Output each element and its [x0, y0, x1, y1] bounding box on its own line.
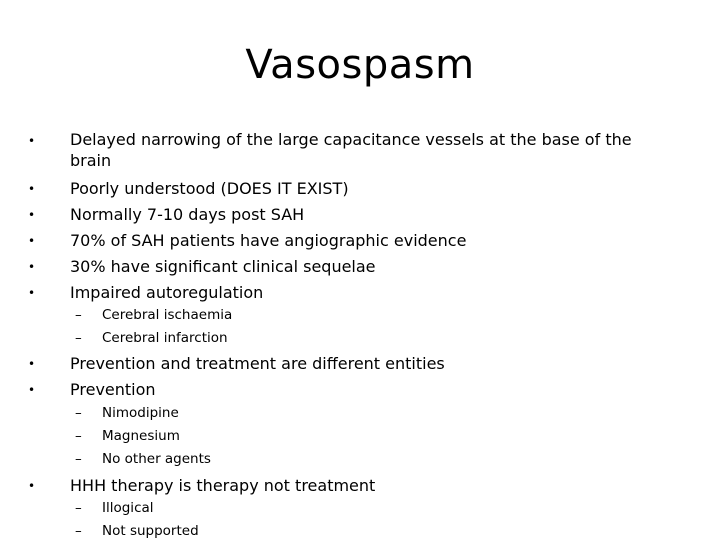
bullet-text: Prevention [70, 380, 156, 399]
bullet-icon: • [28, 383, 36, 397]
sub-bullet-text: Not supported [102, 523, 199, 539]
bullet-icon: • [28, 286, 36, 300]
dash-icon: – [75, 451, 82, 467]
dash-icon: – [75, 428, 82, 444]
sub-bullet-text: No other agents [102, 451, 211, 467]
dash-icon: – [75, 500, 82, 516]
bullet-icon: • [28, 182, 36, 196]
bullet-icon: • [28, 260, 36, 274]
bullet-text: Impaired autoregulation [70, 283, 264, 302]
sub-bullet-text: Nimodipine [102, 405, 179, 421]
dash-icon: – [75, 523, 82, 539]
bullet-icon: • [28, 479, 36, 493]
bullet-text: Normally 7-10 days post SAH [70, 205, 305, 224]
bullet-text: 30% have significant clinical sequelae [70, 257, 376, 276]
sub-bullet-text: Magnesium [102, 428, 180, 444]
bullet-text: Delayed narrowing of the large capacitance vessels at the base of the brain [70, 130, 632, 170]
bullet-icon: • [28, 234, 36, 248]
dash-icon: – [75, 307, 82, 323]
slide-title: Vasospasm [245, 42, 475, 88]
sub-bullet-text: Illogical [102, 500, 154, 516]
dash-icon: – [75, 405, 82, 421]
bullet-text: Prevention and treatment are different entities [70, 354, 445, 373]
bullet-text: HHH therapy is therapy not treatment [70, 476, 376, 495]
bullet-text: Poorly understood (DOES IT EXIST) [70, 179, 349, 198]
bullet-icon: • [28, 134, 36, 148]
bullet-text: 70% of SAH patients have angiographic evidence [70, 231, 467, 250]
bullet-icon: • [28, 208, 36, 222]
sub-bullet-text: Cerebral ischaemia [102, 307, 233, 323]
sub-bullet-text: Cerebral infarction [102, 330, 228, 346]
bullet-icon: • [28, 357, 36, 371]
dash-icon: – [75, 330, 82, 346]
